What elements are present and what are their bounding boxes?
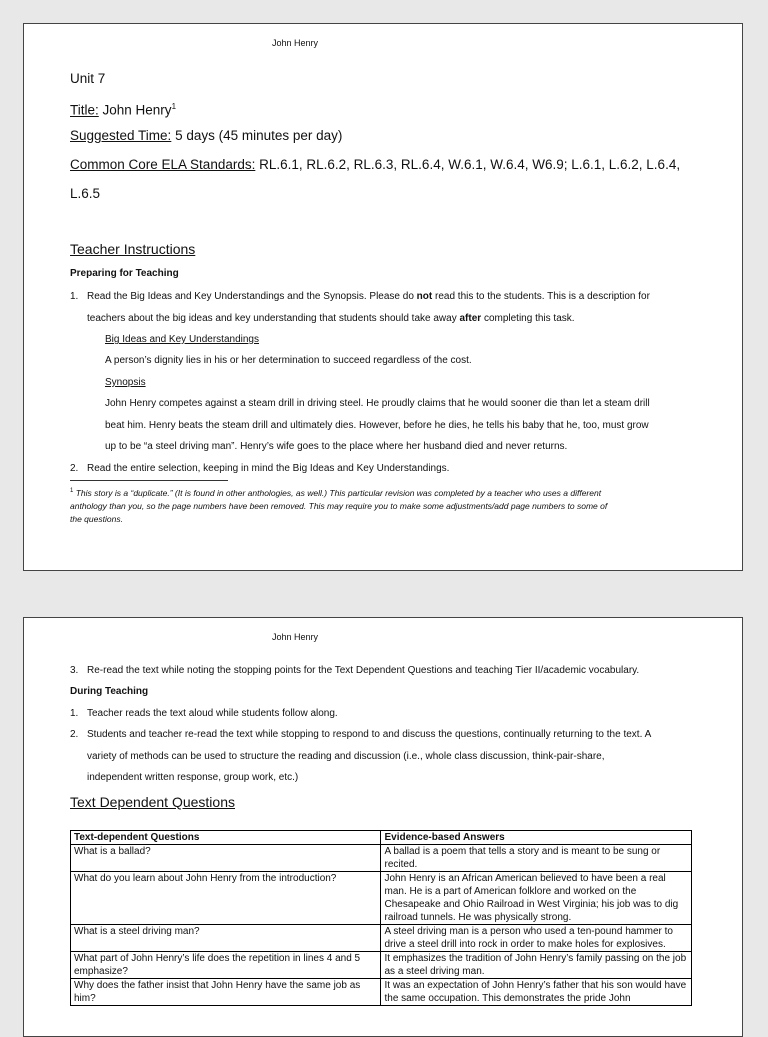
footnote-ref: 1	[171, 102, 177, 111]
list-number: 3.	[70, 665, 79, 676]
title-label: Title:	[70, 102, 99, 118]
question-cell: What part of John Henry’s life does the repetition in lines 4 and 5 emphasize?	[71, 952, 381, 979]
item-text: teachers about the big ideas and key understanding that students should take away	[87, 313, 460, 324]
answer-cell: It was an expectation of John Henry’s father that his son would have the same occupation. This demonstrates the pride John	[381, 979, 692, 1006]
footnote-text: This story is a “duplicate.” (It is found in other anthologies, as well.) This particular revision was completed by a teacher who uses a different	[73, 487, 602, 498]
big-ideas-heading: Big Ideas and Key Understandings	[105, 334, 259, 345]
footnote	[70, 485, 710, 526]
preparing-heading: Preparing for Teaching	[70, 268, 179, 279]
footnote-divider	[70, 480, 228, 481]
unit-label: Unit 7	[70, 71, 106, 86]
answer-cell: John Henry is an African American believed to have been a real man. He is a part of American folklore and worked on the Chesapeake and Ohio Railroad in West Virginia; his job was to dig railroad tunnels. He was physically strong.	[381, 872, 692, 925]
synopsis-heading: Synopsis	[105, 377, 146, 388]
list-item	[70, 458, 449, 480]
footnote-mark: 1	[70, 488, 74, 494]
item-text: Read the Big Ideas and Key Understandings and the Synopsis. Please do	[87, 291, 417, 302]
standards-line	[70, 156, 680, 174]
item-emphasis: after	[459, 313, 482, 324]
list-item-continued	[87, 308, 575, 330]
column-header-answers: Evidence-based Answers	[381, 831, 692, 845]
time-label: Suggested Time:	[70, 128, 172, 143]
column-header-questions: Text-dependent Questions	[71, 831, 381, 845]
table-row	[71, 952, 692, 979]
question-cell: What is a steel driving man?	[71, 925, 381, 952]
list-item	[70, 660, 639, 682]
time-value: 5 days (45 minutes per day)	[171, 128, 343, 143]
table-row	[71, 925, 692, 952]
title-line	[70, 98, 176, 120]
questions-table	[70, 830, 692, 1006]
page-header: John Henry	[272, 38, 319, 48]
item-emphasis: not	[416, 291, 433, 302]
during-teaching-heading: During Teaching	[70, 686, 149, 697]
question-cell: What is a ballad?	[71, 845, 381, 872]
title-value: John Henry	[98, 102, 172, 118]
answer-cell: A steel driving man is a person who used a ten-pound hammer to drive a steel drill into rock in order to make holes for explosives.	[381, 925, 692, 952]
text-dependent-questions-heading: Text Dependent Questions	[70, 794, 235, 810]
list-item-continued: independent written response, group work, etc.)	[87, 772, 299, 783]
teacher-instructions-heading: Teacher Instructions	[70, 241, 196, 257]
table-row	[71, 872, 692, 925]
list-number: 1.	[70, 708, 79, 719]
big-ideas-text: A person’s dignity lies in his or her determination to succeed regardless of the cost.	[105, 355, 472, 366]
standards-label: Common Core ELA Standards:	[70, 157, 256, 172]
standards-continued: L.6.5	[70, 186, 101, 201]
document-page-1	[23, 23, 743, 571]
list-number: 1.	[70, 291, 79, 302]
table-row	[71, 979, 692, 1006]
item-text: read this to the students. This is a description for	[432, 291, 650, 302]
table-row	[71, 845, 692, 872]
standards-value: RL.6.1, RL.6.2, RL.6.3, RL.6.4, W.6.1, W.6.4, W6.9; L.6.1, L.6.2, L.6.4,	[255, 157, 681, 172]
item-text: Re-read the text while noting the stopping points for the Text Dependent Questions and teaching Tier II/academic vocabulary.	[87, 665, 640, 676]
question-cell: What do you learn about John Henry from the introduction?	[71, 872, 381, 925]
footnote-text: the questions.	[70, 513, 123, 524]
list-item	[70, 286, 650, 308]
synopsis-text: beat him. Henry beats the steam drill and ultimately dies. However, before he dies, he tells his baby that he, too, must grow	[105, 420, 649, 431]
page-header: John Henry	[272, 632, 319, 642]
list-item-continued: variety of methods can be used to structure the reading and discussion (i.e., whole class discussion, think-pair-share,	[87, 751, 605, 762]
answer-cell: A ballad is a poem that tells a story and is meant to be sung or recited.	[381, 845, 692, 872]
synopsis-text: John Henry competes against a steam drill in driving steel. He proudly claims that he would sooner die than let a steam drill	[105, 398, 650, 409]
list-number: 2.	[70, 463, 79, 474]
list-item	[70, 724, 651, 746]
list-item	[70, 703, 338, 725]
question-cell: Why does the father insist that John Henry have the same job as him?	[71, 979, 381, 1006]
item-text: Students and teacher re-read the text while stopping to respond to and discuss the questions, continually returning to the text. A	[87, 729, 652, 740]
answer-cell: It emphasizes the tradition of John Henry’s family passing on the job as a steel driving man.	[381, 952, 692, 979]
suggested-time-line	[70, 127, 342, 145]
table-header-row	[71, 831, 692, 845]
footnote-text: anthology than you, so the page numbers have been removed. This may require you to make some adjustments/add page numbers to some of	[70, 500, 608, 511]
item-text: completing this task.	[481, 313, 575, 324]
item-text: Read the entire selection, keeping in mind the Big Ideas and Key Understandings.	[87, 463, 450, 474]
list-number: 2.	[70, 729, 79, 740]
item-text: Teacher reads the text aloud while students follow along.	[87, 708, 338, 719]
document-page-2	[23, 617, 743, 1037]
synopsis-text: up to be “a steel driving man”. Henry’s wife goes to the place where her husband died and never returns.	[105, 441, 568, 452]
